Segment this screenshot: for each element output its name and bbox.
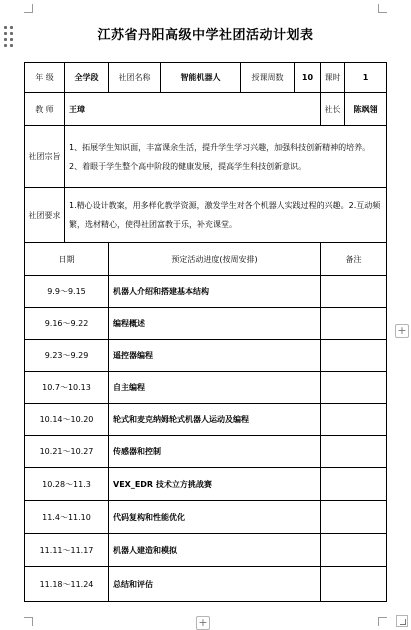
schedule-row bbox=[25, 308, 387, 340]
progress-column-header: 预定活动进度(按周安排) bbox=[109, 243, 321, 276]
crop-mark-top-left bbox=[24, 4, 33, 13]
schedule-topic[interactable]: 传感器和控制 bbox=[109, 436, 321, 468]
schedule-note[interactable] bbox=[321, 276, 387, 308]
schedule-note[interactable] bbox=[321, 436, 387, 468]
date-column-header: 日期 bbox=[25, 243, 109, 276]
schedule-row bbox=[25, 340, 387, 372]
schedule-row bbox=[25, 276, 387, 308]
teacher-label: 教 师 bbox=[25, 93, 65, 126]
schedule-note[interactable] bbox=[321, 501, 387, 534]
schedule-date: 10.28～11.3 bbox=[25, 468, 109, 501]
add-column-plus-icon[interactable]: + bbox=[395, 324, 409, 338]
add-row-plus-icon[interactable]: + bbox=[196, 616, 210, 630]
purpose-text[interactable]: 1、拓展学生知识面，丰富课余生活，提升学生学习兴趣，加强科技创新精神的培养。2、着眼于学生整个高中阶段的健康发展，提高学生科技创新意识。 bbox=[65, 126, 387, 188]
info-row-1 bbox=[25, 63, 387, 93]
grade-value[interactable]: 全学段 bbox=[65, 63, 109, 93]
page-title: 江苏省丹阳高级中学社团活动计划表 bbox=[97, 28, 314, 43]
grade-label: 年 级 bbox=[25, 63, 65, 93]
schedule-note[interactable] bbox=[321, 340, 387, 372]
weeks-value[interactable]: 10 bbox=[295, 63, 321, 93]
schedule-note[interactable] bbox=[321, 468, 387, 501]
schedule-topic[interactable]: 机器人介绍和搭建基本结构 bbox=[109, 276, 321, 308]
requirements-label: 社团要求 bbox=[25, 188, 65, 243]
schedule-date: 11.11～11.17 bbox=[25, 534, 109, 567]
schedule-date: 9.9～9.15 bbox=[25, 276, 109, 308]
requirements-text[interactable]: 1.精心设计教案，用多样化教学资源，激发学生对各个机器人实践过程的兴趣。2.互动频繁，选材精心，使得社团富教于乐，补充课堂。 bbox=[65, 188, 387, 243]
note-column-header: 备注 bbox=[321, 243, 387, 276]
requirements-row bbox=[25, 188, 387, 243]
lessons-label: 课时 bbox=[321, 63, 345, 93]
crop-mark-bottom-left bbox=[24, 617, 33, 626]
activity-plan-table bbox=[24, 62, 387, 602]
teacher-value[interactable]: 王璋 bbox=[65, 93, 321, 126]
schedule-row bbox=[25, 404, 387, 436]
lessons-value[interactable]: 1 bbox=[345, 63, 387, 93]
weeks-label: 授课周数 bbox=[241, 63, 295, 93]
schedule-date: 11.4～11.10 bbox=[25, 501, 109, 534]
schedule-row bbox=[25, 534, 387, 567]
schedule-topic[interactable]: VEX_EDR 技术立方挑战赛 bbox=[109, 468, 321, 501]
purpose-row bbox=[25, 126, 387, 188]
crop-mark-top-right bbox=[378, 4, 387, 13]
schedule-topic[interactable]: 代码复构和性能优化 bbox=[109, 501, 321, 534]
schedule-date: 10.14～10.20 bbox=[25, 404, 109, 436]
schedule-topic[interactable]: 自主编程 bbox=[109, 372, 321, 404]
schedule-topic[interactable]: 遥控器编程 bbox=[109, 340, 321, 372]
table-resize-icon[interactable] bbox=[396, 615, 408, 627]
schedule-date: 11.18～11.24 bbox=[25, 567, 109, 602]
schedule-date: 10.7～10.13 bbox=[25, 372, 109, 404]
schedule-topic[interactable]: 总结和评估 bbox=[109, 567, 321, 602]
club-name-value[interactable]: 智能机器人 bbox=[161, 63, 241, 93]
info-row-2 bbox=[25, 93, 387, 126]
schedule-note[interactable] bbox=[321, 372, 387, 404]
crop-mark-bottom-right bbox=[378, 617, 387, 626]
leader-value[interactable]: 陈飒翎 bbox=[345, 93, 387, 126]
schedule-row bbox=[25, 468, 387, 501]
schedule-note[interactable] bbox=[321, 534, 387, 567]
schedule-topic[interactable]: 轮式和麦克纳姆轮式机器人运动及编程 bbox=[109, 404, 321, 436]
schedule-date: 9.23～9.29 bbox=[25, 340, 109, 372]
schedule-note[interactable] bbox=[321, 567, 387, 602]
schedule-header-row bbox=[25, 243, 387, 276]
schedule-note[interactable] bbox=[321, 404, 387, 436]
schedule-note[interactable] bbox=[321, 308, 387, 340]
schedule-date: 9.16～9.22 bbox=[25, 308, 109, 340]
schedule-row bbox=[25, 567, 387, 602]
purpose-label: 社团宗旨 bbox=[25, 126, 65, 188]
schedule-date: 10.21～10.27 bbox=[25, 436, 109, 468]
leader-label: 社长 bbox=[321, 93, 345, 126]
schedule-topic[interactable]: 机器人建造和模拟 bbox=[109, 534, 321, 567]
schedule-topic[interactable]: 编程概述 bbox=[109, 308, 321, 340]
club-name-label: 社团名称 bbox=[109, 63, 161, 93]
schedule-row bbox=[25, 501, 387, 534]
schedule-row bbox=[25, 436, 387, 468]
schedule-row bbox=[25, 372, 387, 404]
